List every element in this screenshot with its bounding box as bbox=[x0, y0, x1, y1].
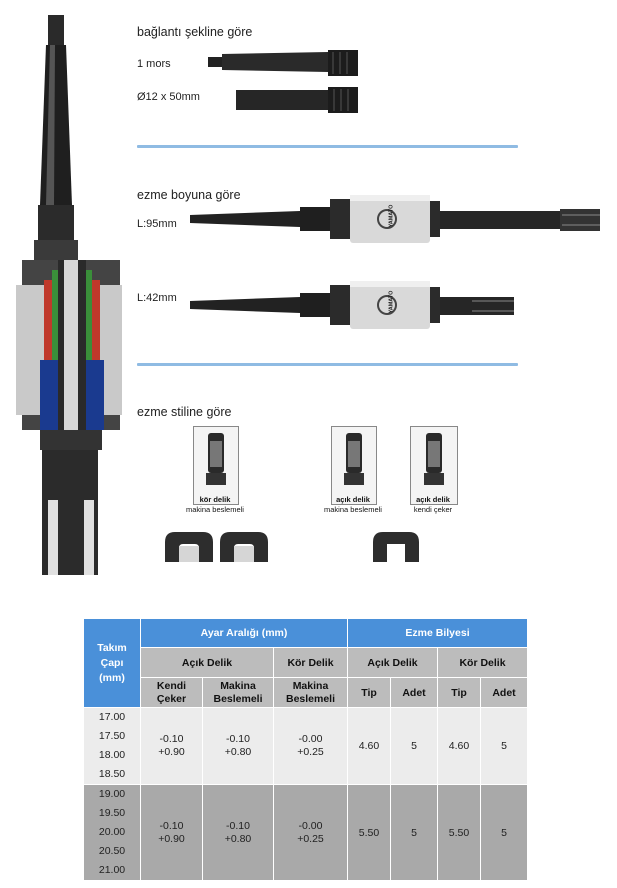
diameter-value: 20.50 bbox=[98, 845, 126, 857]
style-sub-1: makina beslemeli bbox=[324, 505, 382, 514]
range-max: +0.25 bbox=[297, 832, 324, 845]
range-max: +0.80 bbox=[224, 832, 252, 845]
connection-label-morse: 1 mors bbox=[137, 58, 171, 70]
range-min: -0.10 bbox=[226, 733, 250, 745]
tool-style-open-self bbox=[410, 426, 458, 505]
length-label-42: L:42mm bbox=[137, 292, 177, 304]
tool-cross-section-illustration bbox=[10, 10, 130, 580]
style-name-2: açık delik bbox=[416, 495, 450, 504]
count-blind-value: 5 bbox=[481, 785, 528, 881]
header-machine-feed-blind: Makina Beslemeli bbox=[274, 678, 348, 708]
section-divider bbox=[137, 363, 518, 366]
tool-style-open-machine bbox=[331, 426, 377, 505]
spec-table bbox=[83, 618, 528, 881]
diameter-value: 18.00 bbox=[98, 749, 126, 761]
roller-head-icon bbox=[332, 427, 376, 487]
straight-shank-image bbox=[236, 86, 358, 114]
range-min: -0.10 bbox=[226, 819, 250, 832]
open-hole-profile bbox=[373, 532, 419, 562]
table-row bbox=[84, 785, 528, 881]
count-blind-value: 5 bbox=[481, 708, 528, 785]
style-name-0: kör delik bbox=[199, 495, 231, 504]
diameter-value: 17.00 bbox=[98, 711, 126, 723]
range-max: +0.25 bbox=[297, 746, 324, 758]
header-count-open: Adet bbox=[391, 678, 438, 708]
header-diameter: Takım Çapı (mm) bbox=[84, 619, 141, 708]
diameter-value: 21.00 bbox=[98, 864, 126, 876]
range-min: -0.00 bbox=[298, 733, 323, 745]
section-title-length: ezme boyuna göre bbox=[137, 188, 241, 202]
header-ball: Ezme Bilyesi bbox=[348, 619, 528, 648]
brand-label-95: YAMATO bbox=[388, 204, 395, 228]
header-tip-blind: Tip bbox=[438, 678, 481, 708]
tip-blind-value: 4.60 bbox=[438, 708, 481, 785]
header-adjust-range: Ayar Aralığı (mm) bbox=[141, 619, 348, 648]
range-max: +0.80 bbox=[224, 746, 252, 758]
blind-range bbox=[274, 708, 348, 785]
header-open-hole: Açık Delik bbox=[141, 648, 274, 678]
style-sub-0: makina beslemeli bbox=[186, 505, 244, 514]
morse-shank-image bbox=[208, 48, 358, 78]
blind-hole-profile-1 bbox=[165, 532, 213, 562]
self-feed-range bbox=[141, 785, 203, 881]
tool-95mm-image bbox=[190, 193, 602, 245]
blind-range bbox=[274, 785, 348, 881]
tool-42mm-image bbox=[190, 279, 516, 331]
diameter-cell bbox=[84, 708, 141, 785]
machine-feed-range bbox=[203, 785, 274, 881]
diameter-cell bbox=[84, 785, 141, 881]
header-ball-blind: Kör Delik bbox=[438, 648, 528, 678]
tip-open-value: 5.50 bbox=[348, 785, 391, 881]
header-self-feed: Kendi Çeker bbox=[141, 678, 203, 708]
diameter-value: 19.00 bbox=[98, 788, 126, 800]
connection-label-straight: Ø12 x 50mm bbox=[137, 91, 200, 103]
self-feed-range bbox=[141, 708, 203, 785]
blind-hole-profile-2 bbox=[220, 532, 268, 562]
length-label-95: L:95mm bbox=[137, 218, 177, 230]
range-min: -0.10 bbox=[159, 733, 184, 745]
tip-open-value: 4.60 bbox=[348, 708, 391, 785]
range-min: -0.00 bbox=[298, 819, 323, 832]
roller-head-icon bbox=[194, 427, 238, 487]
range-max: +0.90 bbox=[158, 832, 185, 845]
header-count-blind: Adet bbox=[481, 678, 528, 708]
section-divider bbox=[137, 145, 518, 148]
header-blind-hole: Kör Delik bbox=[274, 648, 348, 678]
table-row bbox=[84, 708, 528, 785]
count-open-value: 5 bbox=[391, 708, 438, 785]
section-title-style: ezme stiline göre bbox=[137, 405, 232, 419]
brand-label-42: YAMATO bbox=[388, 290, 395, 314]
diameter-value: 20.00 bbox=[98, 826, 126, 838]
roller-head-icon bbox=[411, 427, 457, 487]
section-title-connection: bağlantı şekline göre bbox=[137, 25, 253, 39]
header-ball-open: Açık Delik bbox=[348, 648, 438, 678]
machine-feed-range bbox=[203, 708, 274, 785]
header-machine-feed: Makina Beslemeli bbox=[203, 678, 274, 708]
diameter-value: 19.50 bbox=[98, 807, 126, 819]
diameter-value: 17.50 bbox=[98, 730, 126, 742]
tip-blind-value: 5.50 bbox=[438, 785, 481, 881]
style-sub-2: kendi çeker bbox=[413, 505, 453, 514]
tool-style-blind-machine bbox=[193, 426, 239, 505]
range-max: +0.90 bbox=[158, 746, 185, 758]
diameter-value: 18.50 bbox=[98, 768, 126, 780]
count-open-value: 5 bbox=[391, 785, 438, 881]
range-min: -0.10 bbox=[159, 819, 184, 832]
header-tip-open: Tip bbox=[348, 678, 391, 708]
style-name-1: açık delik bbox=[336, 495, 370, 504]
